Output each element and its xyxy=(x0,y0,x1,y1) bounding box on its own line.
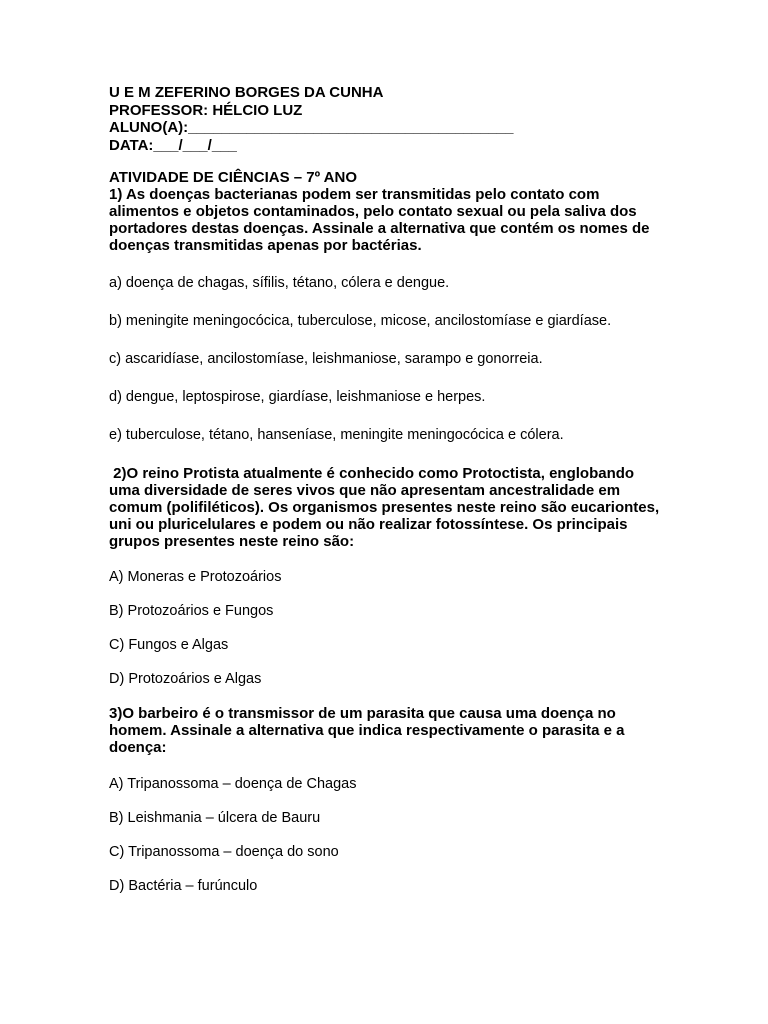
date-line: DATA:___/___/___ xyxy=(109,136,237,154)
question-3 xyxy=(109,705,669,895)
question-2-text: 2)O reino Protista atualmente é conhecido como Protoctista, englobando uma diversidade de seres vivos que não apresentam ancestralidade em comum (polifiléticos). Os organismos presentes neste reino são eucariontes, uni ou pluricelulares e podem ou não realizar fotossíntese. Os principais grupos presentes neste reino são: xyxy=(109,465,664,550)
question-3-option-d: D) Bactéria – furúnculo xyxy=(109,878,258,894)
question-2-option-a: A) Moneras e Protozoários xyxy=(109,569,282,585)
worksheet-page xyxy=(109,84,669,895)
header-block xyxy=(109,84,669,154)
question-2-option-b: B) Protozoários e Fungos xyxy=(109,603,274,619)
question-3-text: 3)O barbeiro é o transmissor de um parasita que causa uma doença no homem. Assinale a alternativa que indica respectivamente o parasita e a doença: xyxy=(109,705,625,756)
question-1-option-a: a) doença de chagas, sífilis, tétano, cólera e dengue. xyxy=(109,275,450,291)
activity-title: ATIVIDADE DE CIÊNCIAS – 7º ANO xyxy=(109,169,358,186)
question-1-option-d: d) dengue, leptospirose, giardíase, leishmaniose e herpes. xyxy=(109,389,486,405)
school-name: U E M ZEFERINO BORGES DA CUNHA xyxy=(109,84,384,101)
professor-line: PROFESSOR: HÉLCIO LUZ xyxy=(109,101,303,119)
student-name-line: ALUNO(A):_______________________________________ xyxy=(109,119,514,136)
question-3-option-b: B) Leishmania – úlcera de Bauru xyxy=(109,810,321,826)
question-2-option-c: C) Fungos e Algas xyxy=(109,637,229,653)
question-2 xyxy=(109,465,669,688)
question-1-option-c: c) ascaridíase, ancilostomíase, leishmaniose, sarampo e gonorreia. xyxy=(109,351,543,367)
question-1-option-b: b) meningite meningocócica, tuberculose, micose, ancilostomíase e giardíase. xyxy=(109,313,612,329)
question-3-option-c: C) Tripanossoma – doença do sono xyxy=(109,844,339,860)
question-1-option-e: e) tuberculose, tétano, hanseníase, meningite meningocócica e cólera. xyxy=(109,427,564,443)
question-1-text: 1) As doenças bacterianas podem ser transmitidas pelo contato com alimentos e objetos contaminados, pelo contato sexual ou pela saliva dos portadores destas doenças. Assinale a alternativa que contém os nomes de doenças transmitidas apenas por bactérias. xyxy=(109,186,650,254)
question-1 xyxy=(109,186,669,444)
question-3-option-a: A) Tripanossoma – doença de Chagas xyxy=(109,776,357,792)
question-2-option-d: D) Protozoários e Algas xyxy=(109,671,262,687)
